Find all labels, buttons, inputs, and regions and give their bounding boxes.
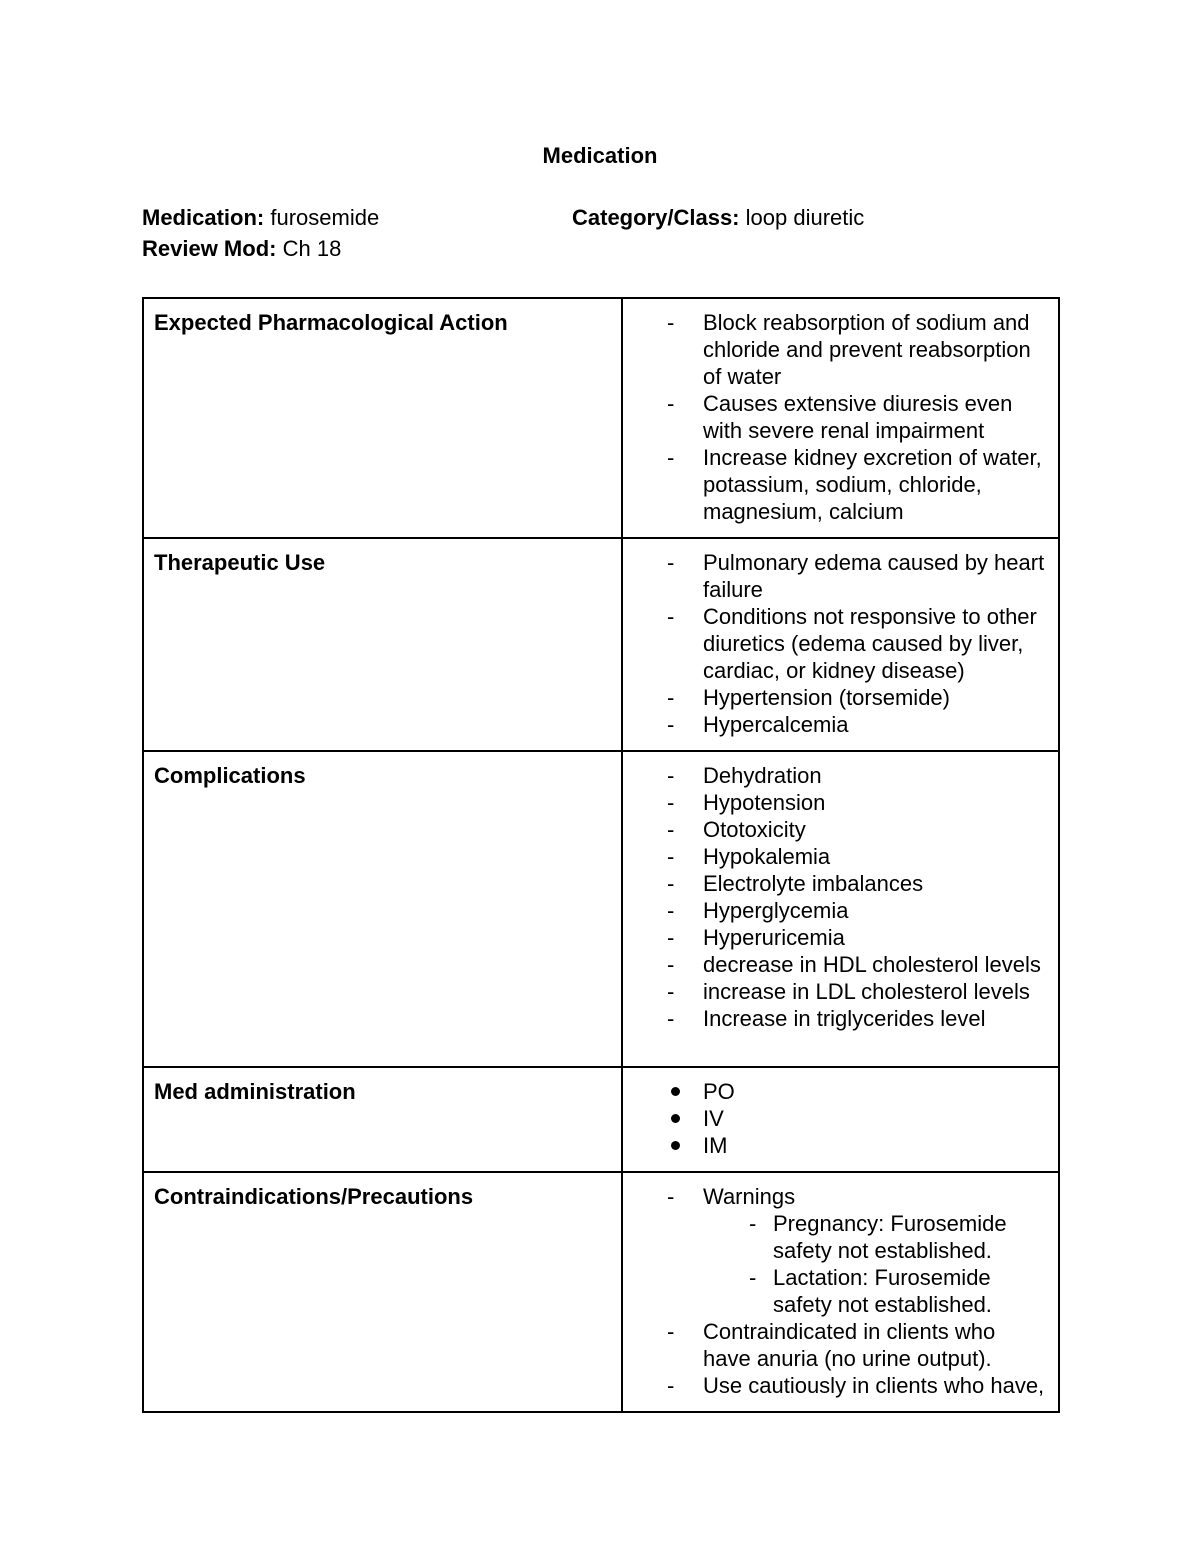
list-item: IM	[623, 1132, 1048, 1159]
table-row	[143, 298, 1059, 538]
table-row	[143, 538, 1059, 751]
list-item: - Dehydration	[667, 763, 822, 788]
list-item	[623, 1183, 1048, 1318]
list-item: - Lactation: Furosemide safety not established.	[749, 1265, 992, 1317]
row-label-complications: Complications	[143, 751, 622, 1067]
list-item: - Hypokalemia	[667, 844, 831, 869]
row-content-administration	[622, 1067, 1059, 1172]
row-label-action: Expected Pharmacological Action	[143, 298, 622, 538]
row-label-therapeutic: Therapeutic Use	[143, 538, 622, 751]
dash-marker: -	[667, 844, 675, 869]
list-item: - Block reabsorption of sodium and chloride and prevent reabsorption of water	[667, 310, 1031, 389]
dash-marker: -	[667, 391, 675, 416]
row-label-administration: Med administration	[143, 1067, 622, 1172]
dash-marker: -	[667, 310, 675, 335]
list-item: PO	[623, 1078, 1048, 1105]
dash-marker: -	[667, 550, 675, 575]
bullet-icon	[671, 1114, 680, 1123]
list-item: - Hypertension (torsemide)	[667, 685, 950, 710]
page-title: Medication	[542, 143, 658, 168]
list-item: - Increase kidney excretion of water, potassium, sodium, chloride, magnesium, calcium	[667, 445, 1042, 524]
list-item: - Increase in triglycerides level	[667, 1006, 986, 1031]
dash-marker: -	[749, 1211, 757, 1236]
dash-marker: -	[667, 817, 675, 842]
medication-label: Medication:	[142, 205, 265, 230]
medication-value: furosemide	[270, 205, 380, 230]
category-field	[572, 204, 864, 232]
list-item: - Pulmonary edema caused by heart failure	[667, 550, 1045, 602]
list-item: - Use cautiously in clients who have,	[667, 1373, 1045, 1398]
dash-marker: -	[667, 1184, 675, 1209]
dash-marker: -	[667, 712, 675, 737]
medication-table	[142, 297, 1060, 1413]
list-item: - Conditions not responsive to other diuretics (edema caused by liver, cardiac, or kidney disease)	[667, 604, 1037, 683]
row-label-contraindications: Contraindications/Precautions	[143, 1172, 622, 1412]
action-list	[623, 309, 1048, 525]
list-item: - Hypotension	[667, 790, 826, 815]
review-value: Ch 18	[282, 236, 342, 261]
complications-list	[623, 762, 1048, 1032]
list-item: - Causes extensive diuresis even with severe renal impairment	[667, 391, 1013, 443]
table-row	[143, 1067, 1059, 1172]
list-item: - decrease in HDL cholesterol levels	[667, 952, 1041, 977]
review-label: Review Mod:	[142, 236, 277, 261]
dash-marker: -	[667, 898, 675, 923]
dash-marker: -	[749, 1265, 757, 1290]
dash-marker: -	[667, 763, 675, 788]
list-item: - increase in LDL cholesterol levels	[667, 979, 1030, 1004]
warnings-sublist	[703, 1210, 1048, 1318]
list-item: - Ototoxicity	[667, 817, 806, 842]
table-row	[143, 1172, 1059, 1412]
list-item: - Hypercalcemia	[667, 712, 849, 737]
list-item: IV	[623, 1105, 1048, 1132]
dash-marker: -	[667, 952, 675, 977]
row-content-contraindications	[622, 1172, 1059, 1412]
dash-marker: -	[667, 979, 675, 1004]
category-label: Category/Class:	[572, 205, 740, 230]
dash-marker: -	[667, 685, 675, 710]
list-item: - Contraindicated in clients who have anuria (no urine output).	[667, 1319, 996, 1371]
bullet-icon	[671, 1087, 680, 1096]
warnings-label: Warnings	[703, 1184, 796, 1209]
contraindications-list	[623, 1183, 1048, 1399]
bullet-icon	[671, 1141, 680, 1150]
list-item: - Hyperglycemia	[667, 898, 849, 923]
category-value: loop diuretic	[745, 205, 865, 230]
dash-marker: -	[667, 871, 675, 896]
dash-marker: -	[667, 445, 675, 470]
dash-marker: -	[667, 1319, 675, 1344]
row-content-therapeutic	[622, 538, 1059, 751]
table-row	[143, 751, 1059, 1067]
dash-marker: -	[667, 925, 675, 950]
list-item: - Electrolyte imbalances	[667, 871, 924, 896]
dash-marker: -	[667, 1006, 675, 1031]
review-field	[142, 235, 341, 263]
list-item: - Pregnancy: Furosemide safety not established.	[749, 1211, 1007, 1263]
dash-marker: -	[667, 790, 675, 815]
list-item: - Hyperuricemia	[667, 925, 845, 950]
dash-marker: -	[667, 604, 675, 629]
dash-marker: -	[667, 1373, 675, 1398]
row-content-action	[622, 298, 1059, 538]
medication-field	[142, 204, 379, 232]
administration-list	[623, 1078, 1048, 1159]
therapeutic-list	[623, 549, 1048, 738]
row-content-complications	[622, 751, 1059, 1067]
